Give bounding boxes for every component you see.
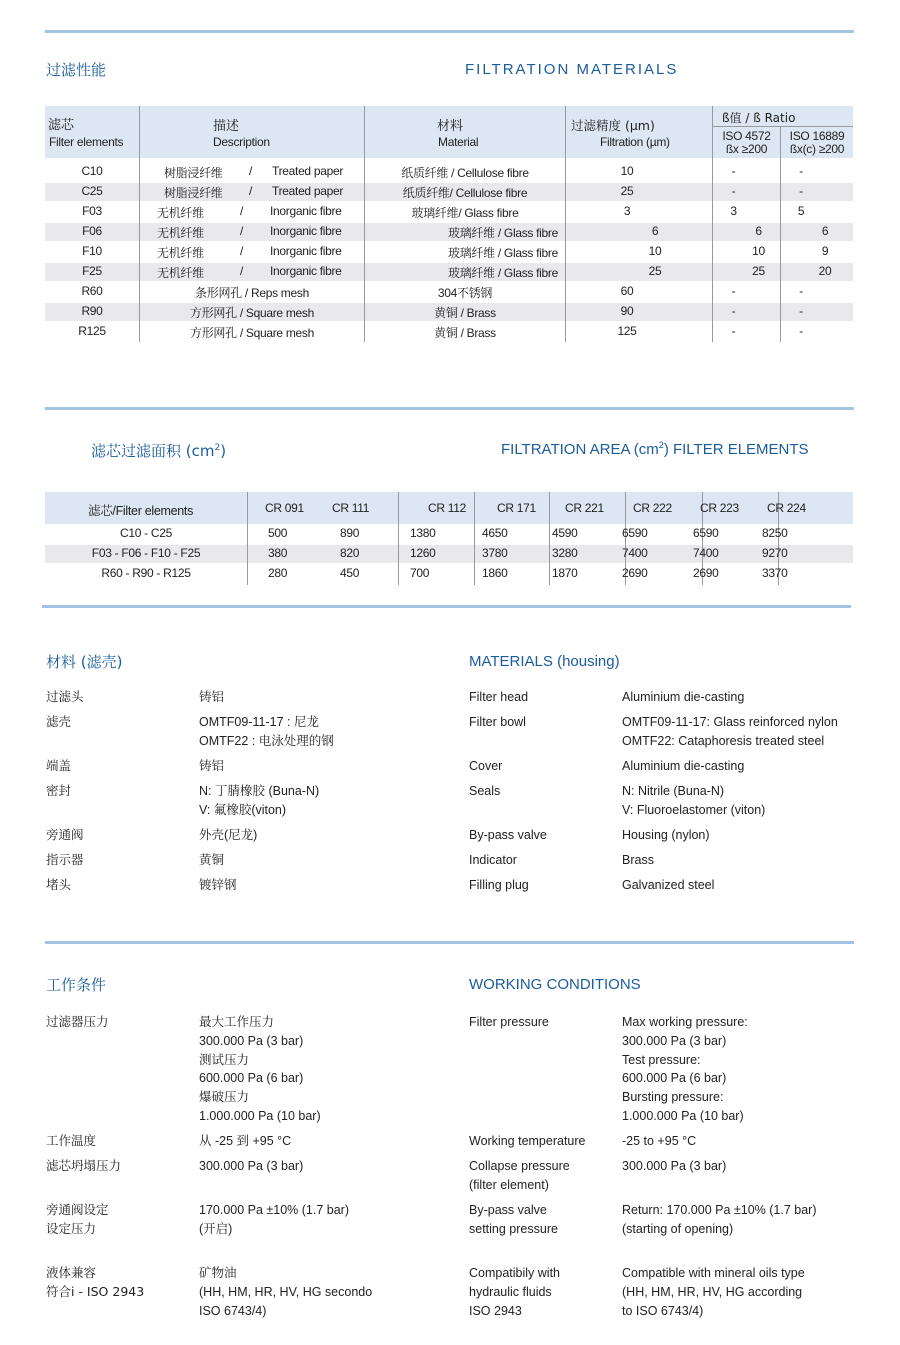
materials-key-en: Indicator: [469, 853, 517, 867]
area-cell: 700: [410, 566, 430, 580]
working-key-en: hydraulic fluids: [469, 1285, 552, 1299]
working-value-en: Bursting pressure:: [622, 1090, 724, 1105]
working-key-en: ISO 2943: [469, 1304, 522, 1318]
working-key-cn: 过滤器压力: [46, 1014, 109, 1029]
section-divider: [42, 605, 851, 608]
area-cell: 890: [340, 526, 360, 540]
working-value-en: Compatible with mineral oils type: [622, 1266, 805, 1280]
cell-filtration: 10: [620, 164, 634, 178]
cell-filtration: 25: [620, 184, 634, 198]
cell-filtration: 25: [648, 264, 662, 278]
header-mat-cn: 材料: [437, 119, 464, 134]
cell-material: 黄铜 / Brass: [434, 326, 496, 340]
area-cell: 2690: [622, 566, 648, 580]
materials-key-en: Filter head: [469, 690, 529, 704]
cell-beta-4572: -: [731, 164, 736, 178]
working-value-cn: 170.000 Pa ±10% (1.7 bar): [199, 1203, 350, 1217]
materials-key-en: Filling plug: [469, 878, 529, 892]
materials-key-cn: 滤壳: [46, 714, 72, 729]
area-cell: 4590: [552, 526, 578, 540]
cell-description-slash: /: [240, 224, 244, 238]
cell-description-cn: 无机纤维: [157, 226, 204, 240]
materials-value-en: OMTF22: Cataphoresis treated steel: [622, 734, 825, 748]
working-key-en: (filter element): [469, 1178, 549, 1192]
cell-beta-16889: 9: [821, 244, 829, 258]
area-cell: 6590: [622, 526, 648, 540]
area-cell: 500: [268, 526, 288, 540]
working-value-cn: 300.000 Pa (3 bar): [199, 1033, 304, 1048]
cell-beta-16889: 6: [821, 224, 829, 238]
cell-element: R60: [81, 284, 103, 298]
working-value-en: (HH, HM, HR, HV, HG according: [622, 1284, 803, 1299]
header-iso16889: ISO 16889: [789, 129, 845, 143]
cell-material: 玻璃纤维/ Glass fibre: [411, 206, 519, 220]
filtration-title-en: FILTRATION MATERIALS: [465, 61, 679, 78]
column-divider: [474, 492, 475, 585]
area-cell: 1870: [552, 566, 578, 580]
cell-beta-4572: 10: [752, 244, 765, 258]
cell-beta-16889: -: [799, 164, 803, 178]
cell-beta-16889: -: [799, 284, 803, 298]
cell-description-en: Treated paper: [272, 164, 344, 178]
working-value-cn: 矿物油: [199, 1266, 237, 1280]
working-title-en: WORKING CONDITIONS: [469, 976, 641, 993]
cell-material: 纸质纤维/ Cellulose fibre: [402, 186, 528, 200]
working-value-cn: 从 -25 到 +95 °C: [199, 1134, 292, 1148]
section-divider: [45, 407, 854, 410]
column-divider: [549, 492, 550, 585]
area-title-cn: [91, 440, 226, 461]
area-cell: 1380: [410, 526, 436, 540]
header-filt-en: Filtration (µm): [600, 135, 670, 149]
working-key-cn: 液体兼容: [46, 1265, 97, 1280]
section-divider: [45, 30, 854, 33]
working-key-en: Filter pressure: [469, 1015, 549, 1029]
area-cell: 9270: [762, 546, 788, 560]
area-column-header: CR 223: [700, 501, 739, 515]
cell-element: C25: [81, 184, 103, 198]
cell-description-en: Inorganic fibre: [270, 244, 342, 258]
cell-description: 方形网孔 / Square mesh: [190, 306, 314, 320]
cell-filtration: 10: [648, 244, 662, 258]
materials-value-en: Aluminium die-casting: [622, 690, 745, 704]
materials-value-cn: V: 氟橡胶(viton): [199, 803, 287, 817]
working-value-cn: (HH, HM, HR, HV, HG secondo: [199, 1284, 373, 1299]
materials-value-en: Aluminium die-casting: [622, 759, 745, 773]
materials-key-cn: 过滤头: [46, 689, 84, 704]
cell-beta-4572: -: [731, 304, 736, 318]
header-iso4572: ISO 4572: [722, 129, 771, 143]
working-value-en: -25 to +95 °C: [622, 1134, 697, 1148]
area-title-cn-sup: 2: [214, 443, 221, 453]
materials-value-en: Brass: [622, 853, 654, 867]
cell-beta-16889: -: [799, 304, 803, 318]
area-cell: 4650: [482, 526, 508, 540]
working-value-en: 1.000.000 Pa (10 bar): [622, 1109, 744, 1123]
column-divider: [398, 492, 399, 585]
materials-value-cn: OMTF09-11-17 : 尼龙: [199, 715, 319, 729]
area-header-first: 滤芯/Filter elements: [88, 504, 194, 518]
materials-key-en: Filter bowl: [469, 715, 526, 729]
cell-filtration: 3: [623, 204, 631, 218]
working-key-cn: 设定压力: [46, 1221, 97, 1236]
cell-filtration: 125: [617, 324, 637, 338]
cell-beta-16889: -: [799, 324, 803, 338]
cell-description-slash: /: [240, 204, 244, 218]
header-mat-en: Material: [438, 135, 479, 149]
cell-description-cn: 无机纤维: [157, 246, 204, 260]
working-value-en: 300.000 Pa (3 bar): [622, 1033, 727, 1048]
area-cell: 8250: [762, 526, 788, 540]
working-key-en: Working temperature: [469, 1134, 586, 1148]
area-title-en-sup: 2: [658, 440, 664, 450]
materials-key-cn: 指示器: [46, 852, 84, 867]
area-cell: 280: [268, 566, 288, 580]
cell-element: F03: [82, 204, 102, 218]
cell-description-slash: /: [240, 244, 244, 258]
working-value-en: 300.000 Pa (3 bar): [622, 1159, 727, 1173]
cell-description-cn: 无机纤维: [157, 206, 204, 220]
cell-element: F06: [82, 224, 102, 238]
cell-element: C10: [81, 164, 103, 178]
materials-title-en: MATERIALS (housing): [469, 653, 620, 670]
materials-key-en: By-pass valve: [469, 828, 547, 842]
cell-description-en: Inorganic fibre: [270, 264, 342, 278]
cell-beta-16889: 20: [818, 264, 832, 278]
materials-key-en: Cover: [469, 759, 503, 773]
header-iso16889-cond: ßx(c) ≥200: [789, 142, 845, 156]
area-cell: 450: [340, 566, 360, 580]
materials-value-en: Housing (nylon): [622, 828, 710, 842]
cell-description: 方形网孔 / Square mesh: [190, 326, 314, 340]
area-row-label: F03 - F06 - F10 - F25: [91, 546, 201, 560]
cell-material: 玻璃纤维 / Glass fibre: [448, 226, 558, 240]
cell-description-slash: /: [249, 184, 253, 198]
cell-element: F25: [82, 264, 102, 278]
materials-value-cn: 铸铝: [199, 690, 225, 704]
working-key-en: By-pass valve: [469, 1203, 547, 1217]
cell-material: 纸质纤维 / Cellulose fibre: [401, 166, 529, 180]
cell-element: F10: [82, 244, 102, 258]
working-key-cn: 符合i - ISO 2943: [46, 1284, 145, 1299]
materials-value-cn: 黄铜: [199, 853, 225, 867]
cell-beta-4572: 3: [730, 204, 737, 218]
header-elem-en: Filter elements: [49, 135, 124, 149]
working-key-en: Compatibily with: [469, 1266, 561, 1280]
header-ratio: ß值 / ß Ratio: [722, 111, 796, 125]
area-cell: 3370: [762, 566, 788, 580]
materials-value-cn: N: 丁腈橡胶 (Buna-N): [199, 784, 320, 798]
cell-description-en: Inorganic fibre: [270, 204, 342, 218]
working-value-cn: 300.000 Pa (3 bar): [199, 1159, 304, 1173]
area-cell: 7400: [693, 546, 719, 560]
cell-description-cn: 树脂浸纤维: [164, 186, 223, 200]
cell-description-cn: 树脂浸纤维: [164, 166, 223, 180]
cell-beta-16889: 5: [797, 204, 805, 218]
area-cell: 1260: [410, 546, 436, 560]
materials-value-cn: 镀锌钢: [199, 878, 237, 892]
header-elem-cn: 滤芯: [48, 118, 75, 133]
materials-title-cn: 材料 (滤壳): [46, 653, 123, 671]
area-cell: 2690: [693, 566, 719, 580]
materials-value-en: Galvanized steel: [622, 878, 715, 892]
section-divider: [45, 941, 854, 944]
cell-beta-4572: -: [731, 324, 736, 338]
working-value-cn: (开启): [199, 1221, 233, 1236]
area-column-header: CR 091: [265, 501, 304, 515]
area-title-cn-end: ): [220, 442, 227, 460]
filtration-title-cn: 过滤性能: [46, 61, 107, 79]
working-value-en: to ISO 6743/4): [622, 1303, 704, 1318]
area-title-cn-text: 滤芯过滤面积 (cm: [91, 442, 215, 460]
area-title-en-text: FILTRATION AREA (cm: [501, 441, 659, 458]
area-column-header: CR 224: [767, 501, 806, 515]
cell-beta-4572: -: [731, 184, 736, 198]
working-value-cn: 1.000.000 Pa (10 bar): [199, 1109, 321, 1123]
working-value-en: Max working pressure:: [622, 1015, 748, 1029]
cell-beta-4572: 25: [752, 264, 765, 278]
working-value-en: (starting of opening): [622, 1221, 734, 1236]
area-column-header: CR 171: [497, 501, 536, 515]
cell-material: 黄铜 / Brass: [434, 306, 496, 320]
column-divider: [247, 492, 248, 585]
working-key-cn: 旁通阀设定: [46, 1202, 109, 1217]
working-value-en: Return: 170.000 Pa ±10% (1.7 bar): [622, 1203, 817, 1217]
area-cell: 1860: [482, 566, 508, 580]
cell-filtration: 6: [651, 224, 659, 238]
working-value-cn: 测试压力: [199, 1052, 250, 1067]
cell-description-slash: /: [249, 164, 253, 178]
ratio-divider: [712, 126, 853, 127]
working-key-cn: 工作温度: [46, 1133, 97, 1148]
materials-value-en: V: Fluoroelastomer (viton): [622, 803, 766, 817]
working-value-cn: 爆破压力: [199, 1090, 250, 1105]
cell-description: 条形网孔 / Reps mesh: [195, 286, 309, 300]
header-filt-cn: 过滤精度 (µm): [571, 118, 655, 133]
cell-element: R90: [81, 304, 103, 318]
cell-description-en: Treated paper: [272, 184, 344, 198]
area-cell: 380: [268, 546, 288, 560]
cell-filtration: 60: [620, 284, 634, 298]
materials-key-cn: 旁通阀: [46, 827, 84, 842]
working-value-cn: 最大工作压力: [199, 1015, 275, 1029]
working-value-cn: ISO 6743/4): [199, 1303, 267, 1318]
area-row-label: R60 - R90 - R125: [101, 566, 191, 580]
materials-value-cn: 外壳(尼龙): [199, 828, 258, 842]
area-cell: 3280: [552, 546, 578, 560]
cell-material: 玻璃纤维 / Glass fibre: [448, 266, 558, 280]
materials-key-en: Seals: [469, 784, 501, 798]
cell-description-cn: 无机纤维: [157, 266, 204, 280]
header-iso4572-cond: ßx ≥200: [725, 142, 768, 156]
materials-value-en: N: Nitrile (Buna-N): [622, 784, 725, 798]
cell-filtration: 90: [620, 304, 634, 318]
area-title-en: [501, 440, 809, 458]
working-value-en: 600.000 Pa (6 bar): [622, 1071, 727, 1086]
area-cell: 6590: [693, 526, 719, 540]
working-value-en: Test pressure:: [622, 1052, 701, 1067]
cell-beta-4572: -: [731, 284, 736, 298]
materials-value-en: OMTF09-11-17: Glass reinforced nylon: [622, 715, 838, 729]
materials-value-cn: OMTF22 : 电泳处理的钢: [199, 734, 334, 748]
working-key-en: Collapse pressure: [469, 1159, 570, 1173]
working-title-cn: 工作条件: [46, 976, 107, 994]
working-key-en: setting pressure: [469, 1222, 558, 1236]
cell-beta-4572: 6: [755, 224, 762, 238]
area-column-header: CR 111: [332, 501, 370, 515]
materials-key-cn: 密封: [46, 783, 72, 798]
cell-material: 304不锈钢: [437, 286, 493, 300]
area-column-header: CR 221: [565, 501, 604, 515]
materials-key-cn: 端盖: [46, 758, 72, 773]
materials-key-cn: 堵头: [46, 877, 72, 892]
area-cell: 3780: [482, 546, 508, 560]
header-desc-en: Description: [213, 135, 270, 149]
cell-beta-16889: -: [799, 184, 803, 198]
working-key-cn: 滤芯坍塌压力: [46, 1158, 122, 1173]
area-column-header: CR 112: [428, 501, 466, 515]
cell-material: 玻璃纤维 / Glass fibre: [448, 246, 558, 260]
cell-description-slash: /: [240, 264, 244, 278]
area-title-en-end: ) FILTER ELEMENTS: [663, 441, 809, 458]
cell-description-en: Inorganic fibre: [270, 224, 342, 238]
working-value-cn: 600.000 Pa (6 bar): [199, 1071, 304, 1086]
area-cell: 7400: [622, 546, 648, 560]
area-cell: 820: [340, 546, 360, 560]
area-row-label: C10 - C25: [120, 526, 172, 540]
materials-value-cn: 铸铝: [199, 759, 225, 773]
header-desc-cn: 描述: [213, 119, 240, 134]
area-column-header: CR 222: [633, 501, 672, 515]
cell-element: R125: [78, 324, 106, 338]
